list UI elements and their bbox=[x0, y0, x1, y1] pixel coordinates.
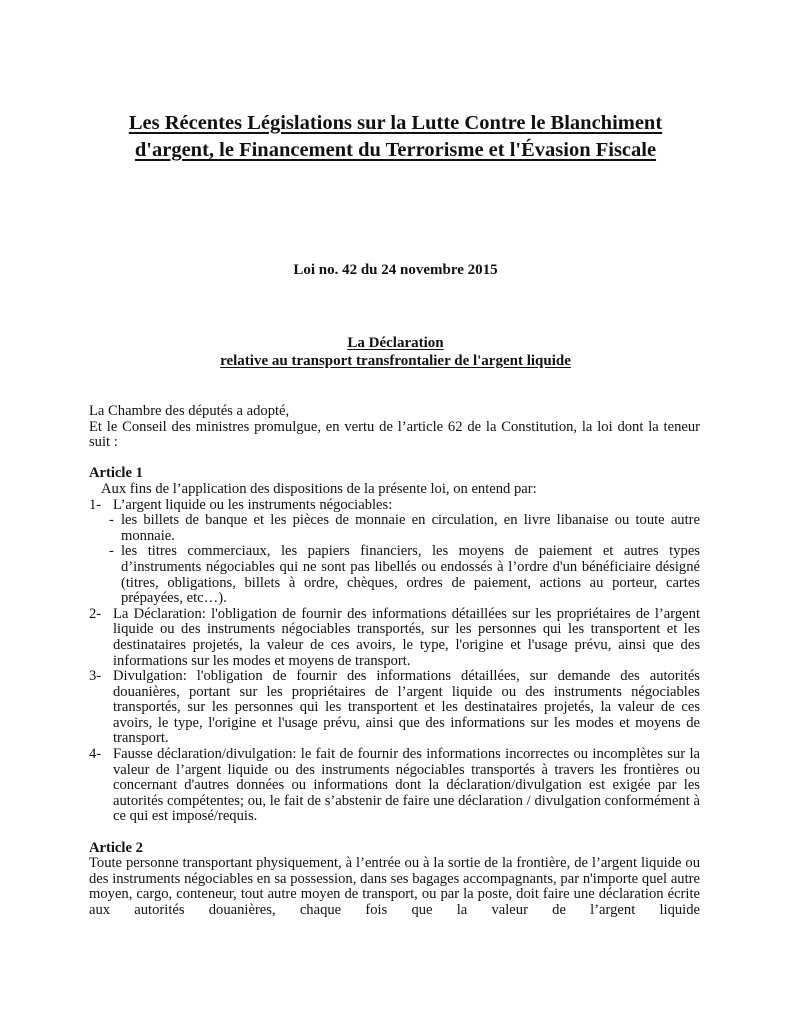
subtitle-line-1: La Déclaration bbox=[347, 335, 444, 351]
item-text: La Déclaration: l'obligation de fournir des informations détaillées sur les propriétaires de l’argent liquide ou des instruments négociables transportés, sur les personnes qui les transportent et les destinataires projetés, la valeur de ces avoirs, le type, l'origine et l'usage prévu, ainsi que des informations sur les modes et moyens de transport. bbox=[113, 605, 700, 669]
article-2-heading: Article 2 bbox=[89, 839, 143, 856]
title-line-2: d'argent, le Financement du Terrorisme et l'Évasion Fiscale bbox=[134, 139, 657, 161]
definition-item bbox=[89, 669, 700, 747]
definition-subitem bbox=[89, 513, 700, 544]
item-number: 3- bbox=[89, 668, 102, 685]
title-line-1: Les Récentes Législations sur la Lutte Contre le Blanchiment bbox=[128, 112, 663, 134]
document-body bbox=[89, 404, 700, 919]
definition-item bbox=[89, 747, 700, 825]
item-text: L’argent liquide ou les instruments négociables: bbox=[113, 496, 393, 513]
dash-bullet: - bbox=[109, 543, 114, 560]
preamble-line-2: Et le Conseil des ministres promulgue, en vertu de l’article 62 de la Constitution, la loi dont la teneur suit : bbox=[89, 418, 700, 451]
subitem-text: les titres commerciaux, les papiers financiers, les moyens de paiement et autres types d’instruments négociables qui ne sont pas libellés ou endossés à l’ordre d'un bénéficiaire désigné (titres, obligations, billets à ordre, chèques, ordres de paiement, actions au porteur, cartes prépayées, etc…). bbox=[121, 543, 700, 607]
item-number: 4- bbox=[89, 746, 102, 763]
definition-subitem bbox=[89, 544, 700, 606]
section-subtitle bbox=[0, 334, 791, 370]
item-text: Divulgation: l'obligation de fournir des informations détaillées, sur demande des autorités douanières, portant sur les propriétaires de l’argent liquide ou des instruments négociables transportés, sur les personnes qui les transportent et les destinataires projetés, la valeur de ces avoirs, le type, l'origine et l'usage prévu, ainsi que des informations sur les modes et moyens de transport. bbox=[113, 668, 700, 747]
dash-bullet: - bbox=[109, 512, 114, 529]
article-1-intro: Aux fins de l’application des dispositions de la présente loi, on entend par: bbox=[101, 480, 537, 497]
item-number: 2- bbox=[89, 605, 102, 622]
preamble-line-1: La Chambre des députés a adopté, bbox=[89, 403, 290, 419]
law-reference: Loi no. 42 du 24 novembre 2015 bbox=[293, 262, 498, 278]
item-number: 1- bbox=[89, 496, 102, 513]
definition-item bbox=[89, 498, 700, 514]
article-2-text: Toute personne transportant physiquement, à l’entrée ou à la sortie de la frontière, de l’argent liquide ou des instruments négociables en sa possession, dans ses bagages accompagnants, par n'importe quel autre moyen, cargo, conteneur, tout autre moyen de transport, ou par la poste, doit faire une déclaration écrite aux autorités douanières, chaque fois que la valeur de l’argent liquide bbox=[89, 855, 700, 918]
subtitle-line-2: relative au transport transfrontalier de l'argent liquide bbox=[220, 353, 571, 369]
item-text: Fausse déclaration/divulgation: le fait de fournir des informations incorrectes ou incomplètes sur la valeur de l’argent liquide ou des instruments négociables transportés à travers les frontières ou concernant d'autres données ou informations dont la déclaration/divulgation est exigée par les autorités compétentes; ou, le fait de s’abstenir de faire une déclaration / divulgation conformément à ce qui est imposé/requis. bbox=[113, 746, 700, 825]
article-1-heading: Article 1 bbox=[89, 465, 143, 482]
document-title bbox=[0, 110, 791, 164]
definition-item bbox=[89, 607, 700, 669]
subitem-text: les billets de banque et les pièces de monnaie en circulation, en livre libanaise ou toute autre monnaie. bbox=[121, 512, 700, 544]
